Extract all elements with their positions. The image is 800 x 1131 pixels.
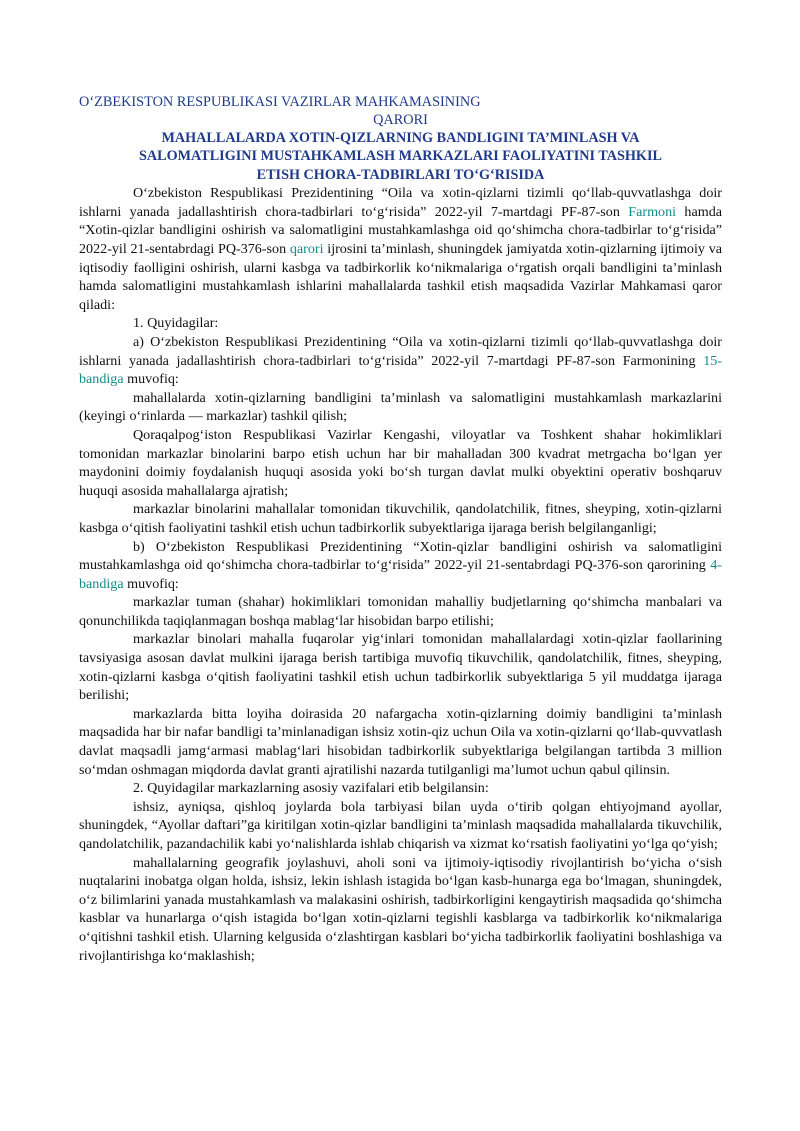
clause-1b-suffix: muvofiq: [123,575,179,592]
clause-1b-paragraph [79,538,722,594]
preamble-paragraph [79,184,722,314]
preamble-text-a: O‘zbekiston Respublikasi Prezidentining “Oila va xotin-qizlarni tizimli qo‘llab-quvvatlashga doir ishlarni yanada jadallashtirish chora-tadbirlari to‘g‘risida” 2022-yil 7-martdagi PF-87-son [79,185,722,220]
clause-1b-item-3: markazlarda bitta loyiha doirasida 20 nafargacha xotin-qizlarning doimiy bandligini ta’minlash maqsadida har bir nafar bandligi ta’minlanadigan ishsiz xotin-qiz uchun Oila va xotin-qizlarni qo‘llab-quvvatlash davlat maqsadli jamg‘armasi mablag‘lari hisobidan tadbirkorlik subyektlariga belgilangan tartibda 3 million so‘mdan oshmagan miqdorda davlat granti ajratilishi nazarda tutilganligi ma’lumot uchun qabul qilinsin. [79,705,722,778]
qarori-link[interactable]: qarori [289,241,324,257]
clause-1b-item-2: markazlar binolari mahalla fuqarolar yig‘inlari tomonidan mahallalardagi xotin-qizlar faollarining tavsiyasiga asosan davlat mulkini ijaraga berish tartibiga muvofiq tikuvchilik, qandolatchilik, fitnes, sheyping, xotin-qizlarni kasbga o‘qitish faoliyatini tashkil etish uchun tadbirkorlik subyektlariga 5 yil muddatga ijaraga berilishi; [79,631,722,704]
clause-1b-item-1: markazlar tuman (shahar) hokimliklari tomonidan mahalliy budjetlarning qo‘shimcha manbalari va qonunchilikda taqiqlanmagan boshqa mablag‘lar hisobidan barpo etilishi; [79,594,722,629]
clause-1a-item-1: mahallalarda xotin-qizlarning bandligini ta’minlash va salomatligini mustahkamlash markazlarini (keyingi o‘rinlarda — markazlar) tashkil qilish; [79,389,722,425]
clause-2-heading: 2. Quyidagilar markazlarning asosiy vazifalari etib belgilansin: [133,780,489,797]
title-line-2: SALOMATLIGINI MUSTAHKAMLASH MARKAZLARI FAOLIYATINI TASHKIL [139,148,662,165]
preamble-text-b: hamda “Xotin-qizlar bandligini oshirish va salomatligini mustahkamlashga oid qo‘shimcha chora-tadbirlar to‘g‘risida” 2022-yil 21-sentabrdagi PQ-376-son [79,203,723,257]
document-page [79,93,722,965]
document-type-heading: QARORI [373,112,428,128]
clause-1a-paragraph [79,333,722,389]
clause-1a-item-2: Qoraqalpog‘iston Respublikasi Vazirlar Kengashi, viloyatlar va Toshkent shahar hokimliklari tomonidan markazlar binolarini barpo etish uchun har bir mahalladan 300 kvadrat metrgacha bo‘lgan yer maydonini doimiy foydalanish huquqi asosida yoki bo‘sh turgan davlat mulki obyektini operativ boshqaruv huquqi asosida mahallalarga ajratish; [79,426,722,499]
title-line-3: ETISH CHORA-TADBIRLARI TO‘G‘RISIDA [256,166,545,183]
clause-1b-text: b) O‘zbekiston Respublikasi Prezidentining “Xotin-qizlar bandligini oshirish va salomatligini mustahkamlashga oid qo‘shimcha chora-tadbirlar to‘g‘risida” 2022-yil 21-sentabrdagi PQ-376-son qarorining [79,538,722,574]
clause-1a-text: a) O‘zbekiston Respublikasi Prezidentining “Oila va xotin-qizlarni tizimli qo‘llab-quvvatlashga doir ishlarni yanada jadallashtirish chora-tadbirlari to‘g‘risida” 2022-yil 7-martdagi PF-87-son Farmonining [79,333,722,369]
preamble-text-c: ijrosini ta’minlash, shuningdek jamiyatda xotin-qizlarning ijtimoiy va iqtisodiy faolligini oshirish, ularni kasbga va tadbirkorlik ko‘nikmalariga o‘rgatish orqali bandligini ta’minlash hamda salomatligini mustahkamlash ishlarini mahallalarda tashkil etish maqsadida Vazirlar Mahkamasi qaror qiladi: [79,241,722,313]
bandiga-15-link[interactable]: 15-bandiga [79,352,722,388]
title-line-1: MAHALLALARDA XOTIN-QIZLARNING BANDLIGINI TA’MINLASH VA [161,130,640,146]
clause-1a-item-3: markazlar binolarini mahallalar tomonidan tikuvchilik, qandolatchilik, fitnes, sheyping, xotin-qizlarni kasbga o‘qitish faoliyatini tashkil etish uchun tadbirkorlik subyektlariga ijaraga berish belgilanganligi; [79,501,722,536]
document-title [79,129,722,184]
issuer-heading: O‘ZBEKISTON RESPUBLIKASI VAZIRLAR MAHKAMASINING [79,94,481,110]
farmoni-link[interactable]: Farmoni [628,203,677,220]
clause-2-item-2: mahallalarning geografik joylashuvi, aholi soni va ijtimoiy-iqtisodiy rivojlantirish bo‘yicha o‘sish nuqtalarini inobatga olgan holda, ishsiz, lekin ishlash istagida bo‘lgan kasb-hunarga ega bo‘lmagan, shuningdek, o‘z bilimlarini yanada mustahkamlash va malakasini oshirish, tadbirkorligini kengaytirish maqsadida qo‘shimcha kasblar va hunarlarga o‘qish istagida bo‘lgan xotin-qizlarni tegishli kasblarga va tadbirkorlik ko‘nikmalariga o‘qitishni tashkil etish. Ularning kelgusida o‘zlashtirgan kasblari bo‘yicha tadbirkorlik faoliyatini boshlashiga va rivojlantirishga ko‘maklashish; [79,854,722,964]
clause-1-heading: 1. Quyidagilar: [133,315,219,332]
bandiga-4-link[interactable]: 4-bandiga [79,557,722,592]
clause-1a-suffix: muvofiq: [123,371,179,388]
clause-2-item-1: ishsiz, ayniqsa, qishloq joylarda bola tarbiyasi bilan uyda o‘tirib qolgan ehtiyojmand ayollar, shuningdek, “Ayollar daftari”ga kiritilgan xotin-qizlar bandligini ta’minlash maqsadida mahallalarda tikuvchilik, qandolatchilik, pazandachilik kabi yo‘nalishlarda ishlab chiqarish va xizmat ko‘rsatish faoliyatini yo‘lga qo‘yish; [79,798,722,852]
